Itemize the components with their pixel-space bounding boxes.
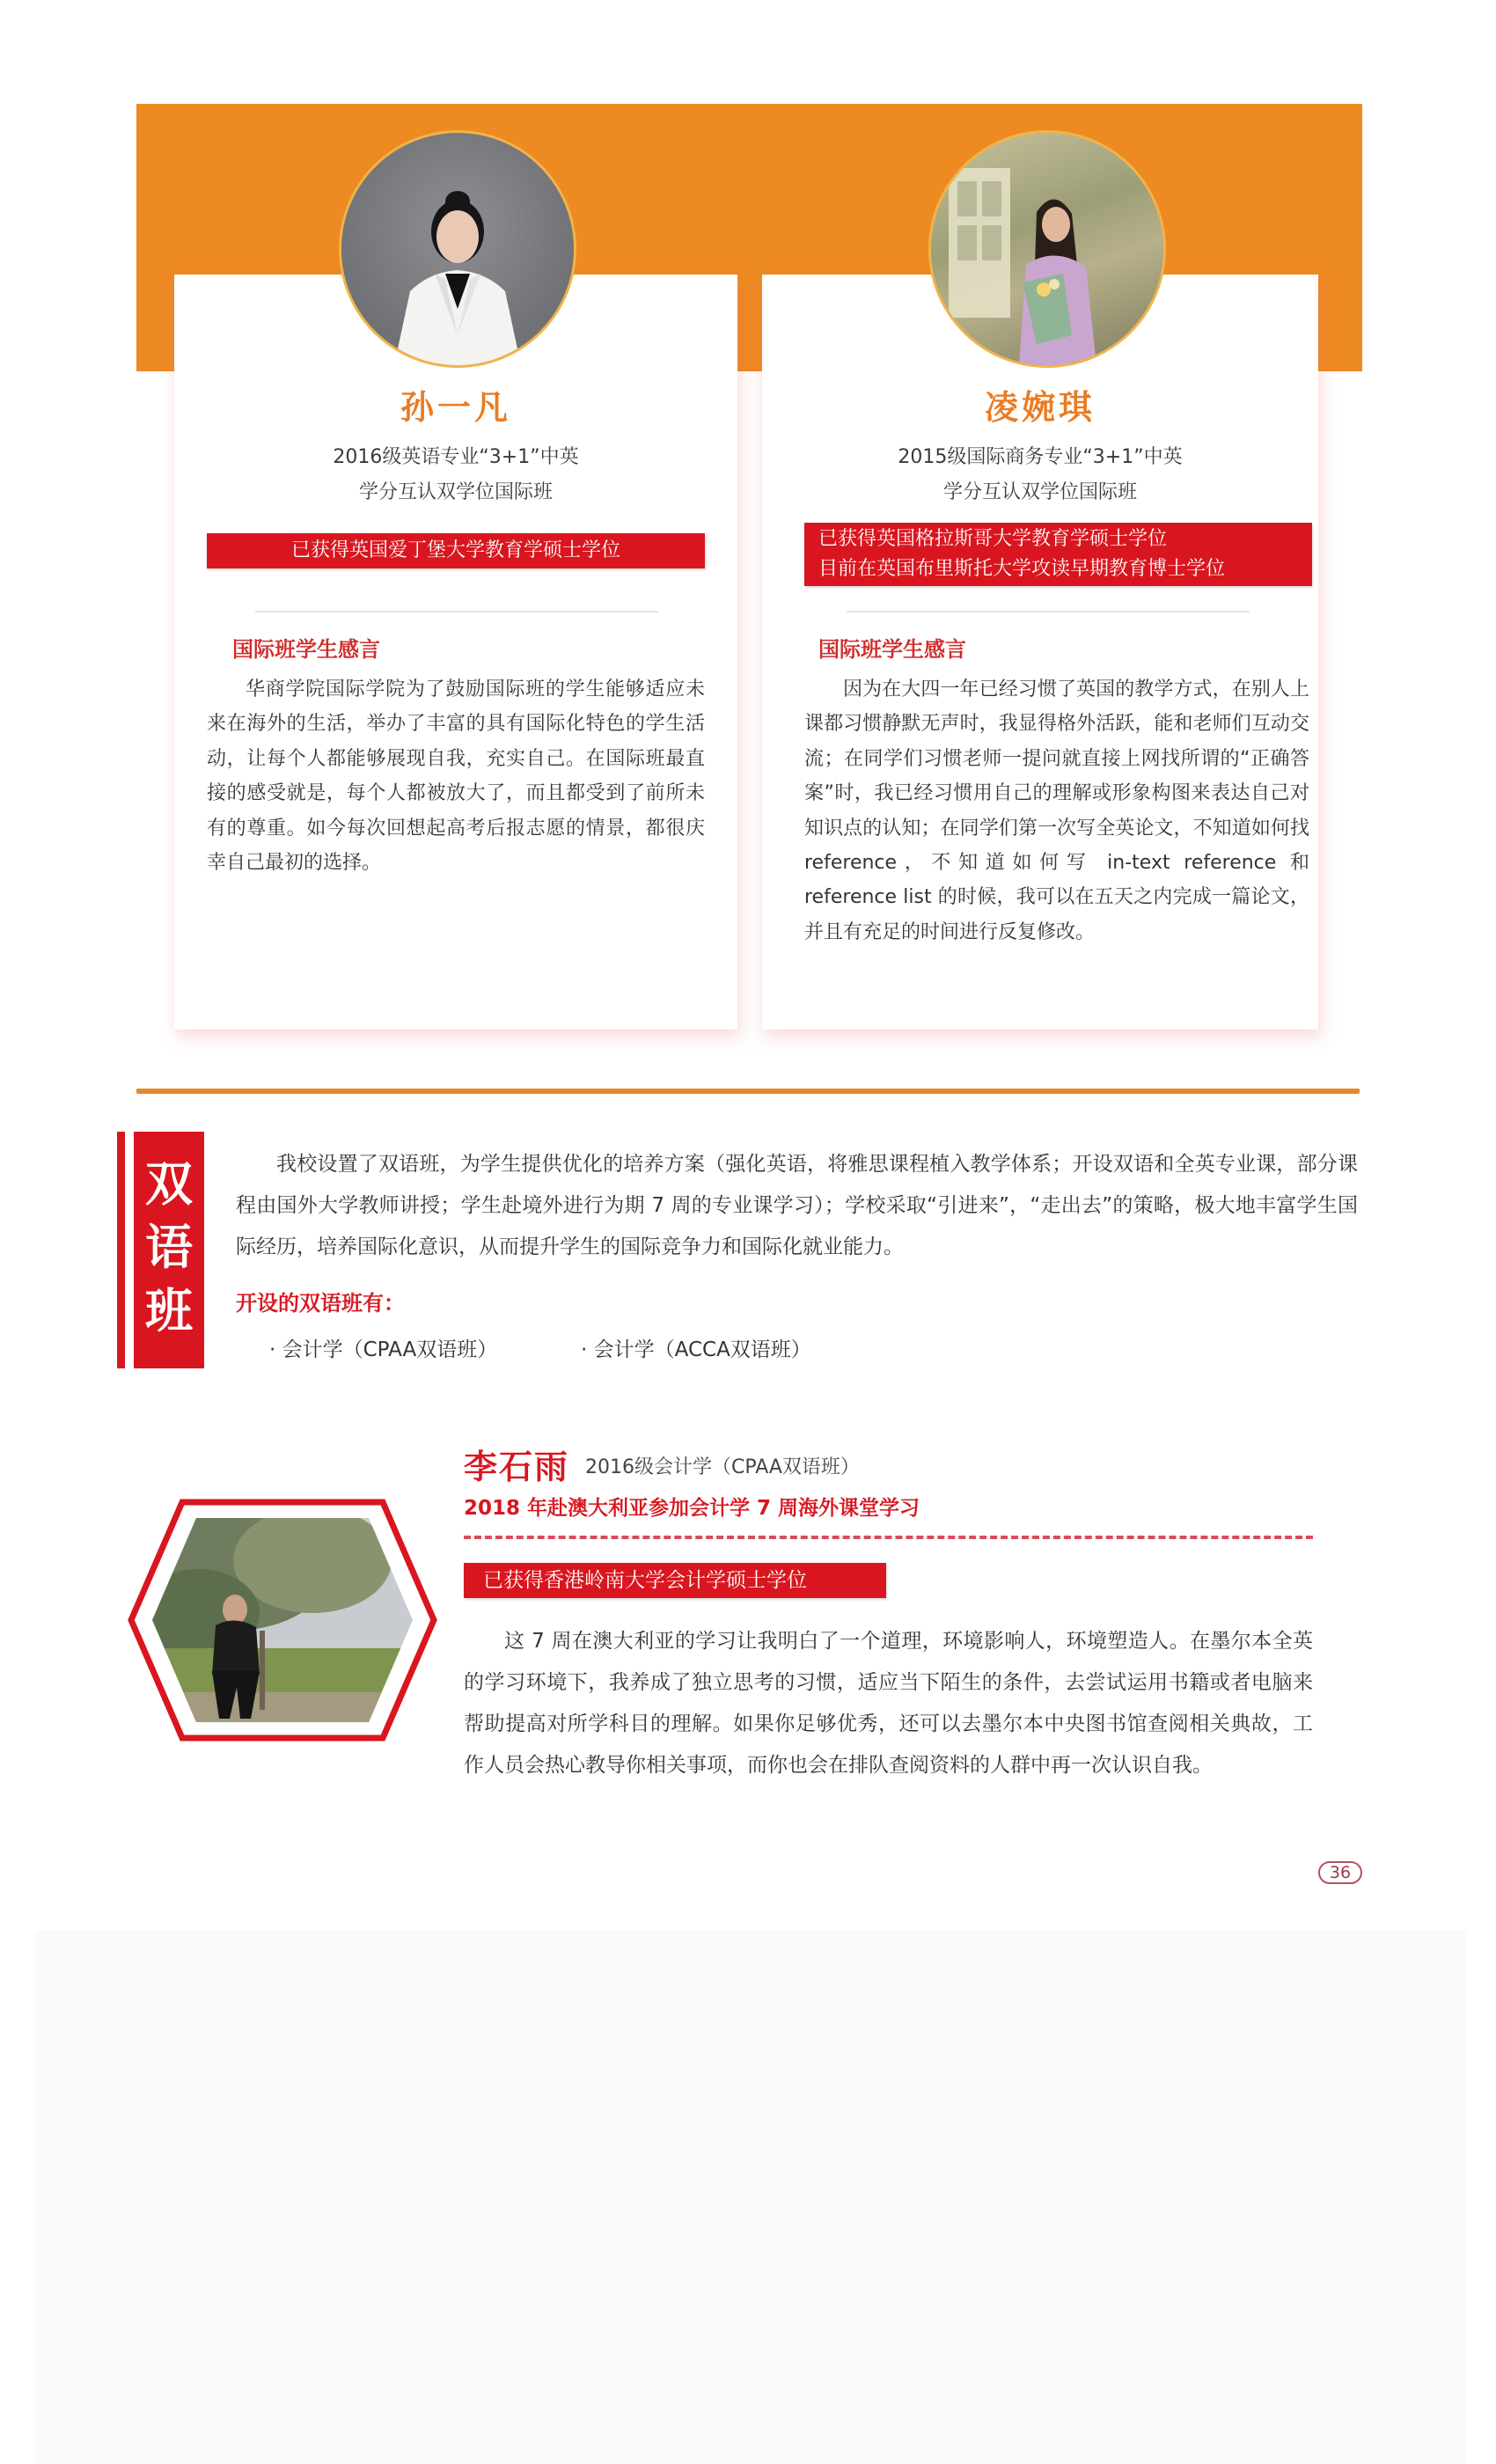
- degree-line: 已获得英国爱丁堡大学教育学硕士学位: [290, 539, 620, 561]
- testimonial-heading: 国际班学生感言: [818, 637, 966, 662]
- featured-student-class: 2016级会计学（CPAA双语班）: [585, 1456, 860, 1478]
- dashed-divider: [464, 1536, 1313, 1539]
- degree-banner: [207, 533, 705, 568]
- student-program: [174, 440, 737, 510]
- portrait-photo-icon: [339, 130, 576, 368]
- offered-class-item: · 会计学（CPAA双语班）: [269, 1338, 498, 1361]
- divider-line: [847, 611, 1250, 612]
- degree-line: 已获得英国格拉斯哥大学教育学硕士学位: [818, 528, 1168, 550]
- degree-line: 目前在英国布里斯托大学攻读早期教育博士学位: [818, 558, 1226, 580]
- program-line-1: 2015级国际商务专业“3+1”中英: [898, 446, 1183, 468]
- program-line-2: 学分互认双学位国际班: [358, 481, 553, 503]
- student-card-2: [762, 275, 1318, 1030]
- testimonial-text: 华商学院国际学院为了鼓励国际班的学生能够适应未来在海外的生活，举办了丰富的具有国际化特色的学生活动，让每个人都能够展现自我，充实自己。在国际班最直接的感受就是，每个人都被放大了，而且都受到了前所未有的尊重。如今每次回想起高考后报志愿的情景，都很庆幸自己最初的选择。: [207, 678, 705, 875]
- bilingual-class-label: [134, 1132, 204, 1368]
- offered-classes-heading: 开设的双语班有：: [236, 1291, 405, 1316]
- label-char: 班: [145, 1283, 193, 1338]
- offered-class-item: · 会计学（ACCA双语班）: [581, 1338, 811, 1361]
- label-accent-bar: [117, 1132, 125, 1368]
- section-divider: [136, 1089, 1360, 1094]
- label-char: 语: [145, 1220, 193, 1275]
- student-program: [762, 440, 1318, 510]
- student-name: 凌婉琪: [984, 388, 1096, 427]
- student-name: 孙一凡: [400, 388, 511, 427]
- degree-banner: [804, 523, 1312, 586]
- divider-line: [255, 611, 658, 612]
- featured-testimonial-text: 这 7 周在澳大利亚的学习让我明白了一个道理，环境影响人，环境塑造人。在墨尔本全英的学习环境下，我养成了独立思考的习惯，适应当下陌生的条件，去尝试运用书籍或者电脑来帮助提高对所学科目的理解。如果你足够优秀，还可以去墨尔本中央图书馆查阅相关典故，工作人员会热心教导你相关事项，而你也会在排队查阅资料的人群中再一次认识自我。: [464, 1630, 1313, 1777]
- program-line-2: 学分互认双学位国际班: [942, 481, 1137, 503]
- testimonial-heading: 国际班学生感言: [232, 637, 380, 662]
- page-number: 36: [1318, 1861, 1362, 1884]
- featured-student-name: 李石雨: [464, 1448, 570, 1486]
- label-char: 双: [145, 1156, 193, 1212]
- student-card-1: [174, 275, 737, 1030]
- bilingual-intro: 我校设置了双语班，为学生提供优化的培养方案（强化英语，将雅思课程植入教学体系；开设双语和全英专业课，部分课程由国外大学教师讲授；学生赴境外进行为期 7 周的专业课学习）；学校采取“引进来”，“走出去”的策略，极大地丰富学生国际经历，培养国际化意识，从而提升学生的国际竞争力和国际化就业能力。: [236, 1153, 1358, 1258]
- portrait-photo-icon: [928, 130, 1166, 368]
- featured-student-trip: 2018 年赴澳大利亚参加会计学 7 周海外课堂学习: [464, 1497, 920, 1520]
- outdoor-photo-icon: [128, 1499, 437, 1742]
- program-line-1: 2016级英语专业“3+1”中英: [333, 446, 579, 468]
- testimonial-text: 因为在大四一年已经习惯了英国的教学方式，在别人上课都习惯静默无声时，我显得格外活跃，能和老师们互动交流；在同学们习惯老师一提问就直接上网找所谓的“正确答案”时，我已经习惯用自己的理解或形象构图来表达自己对知识点的认知；在同学们第一次写全英论文，不知道如何找 reference，不知道如何写 in-text reference 和 reference list 的时候，我可以在五天之内完成一篇论文，并且有充足的时间进行反复修改。: [804, 678, 1309, 943]
- blank-bottom-area: [35, 1930, 1465, 2464]
- degree-banner: 已获得香港岭南大学会计学硕士学位: [464, 1563, 886, 1598]
